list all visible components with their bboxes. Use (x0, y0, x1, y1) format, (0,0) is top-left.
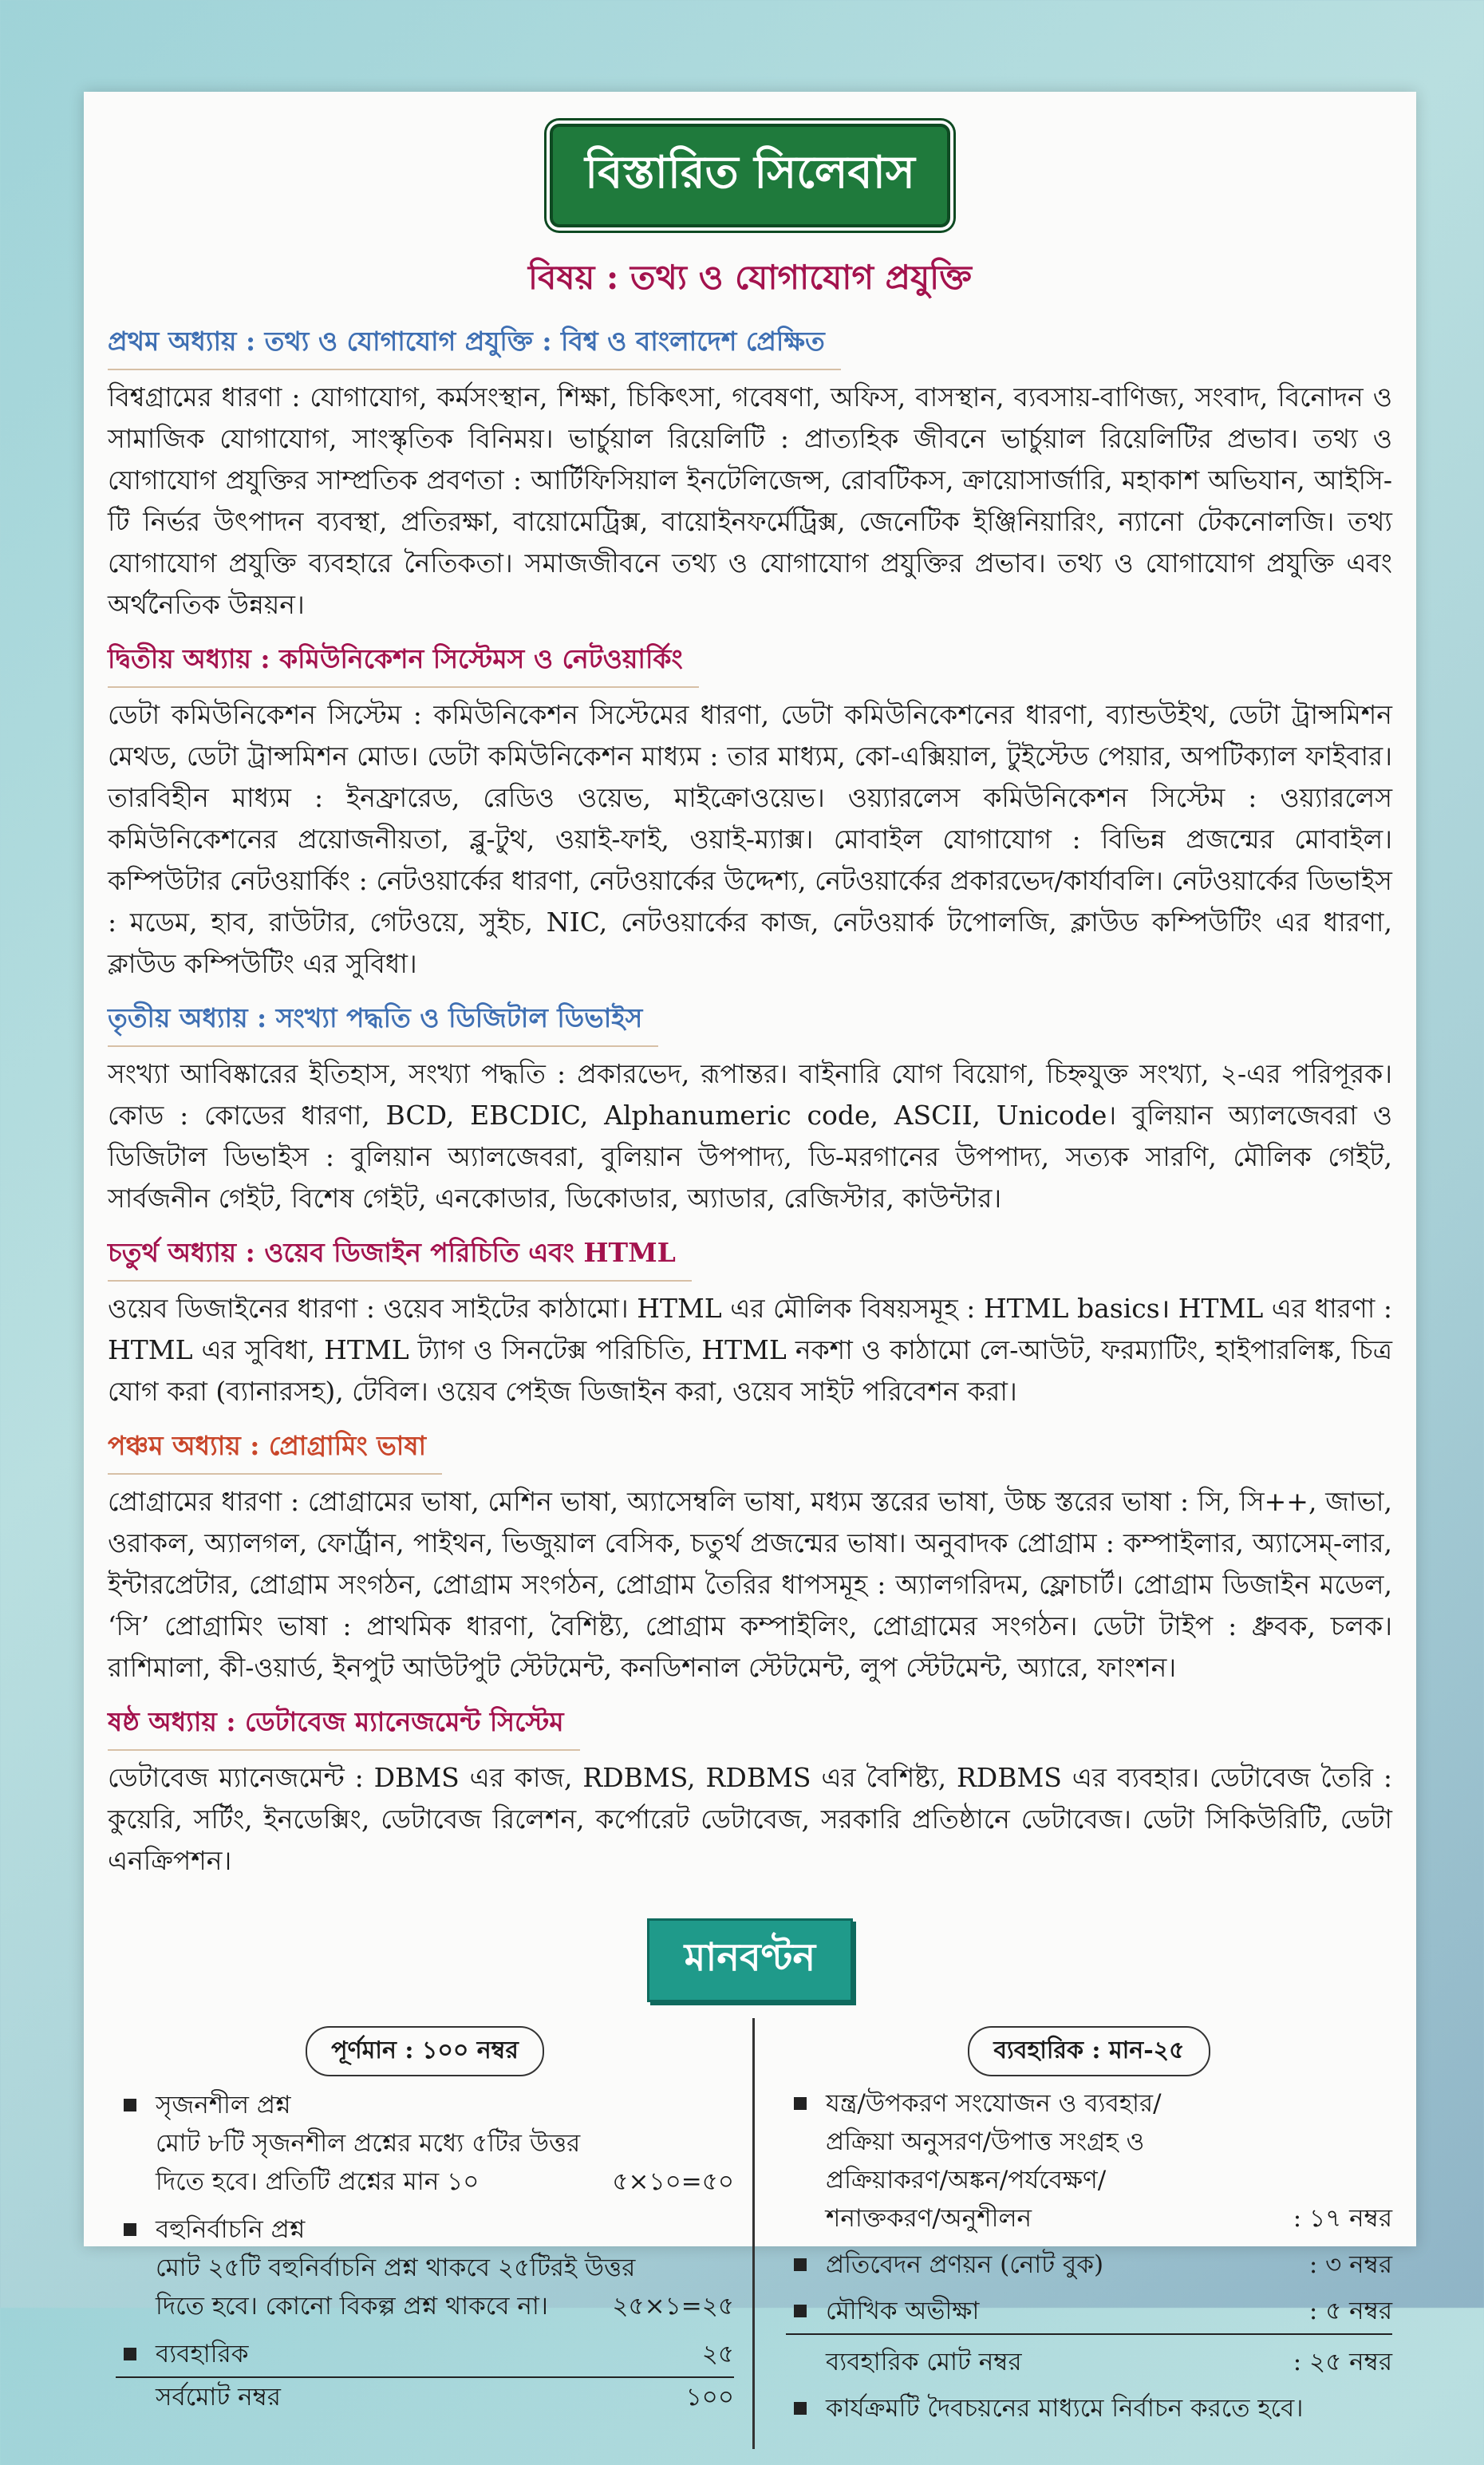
item-row (156, 2287, 734, 2325)
total-label: ব্যবহারিক মোট নম্বর (826, 2348, 1022, 2376)
chapter-body: প্রোগ্রামের ধারণা : প্রোগ্রামের ভাষা, মেশিন ভাষা, অ্যাসেম্বলি ভাষা, মধ্যম স্তরের ভাষা, উচ্চ স্তরের ভাষা : সি, সি++, জাভা, ওরাকল, অ্যালগল, ফোর্ট্রান, পাইথন, ভিজুয়াল বেসিক, চতুর্থ প্রজন্মের ভাষা। অনুবাদক প্রোগ্রাম : কম্পাইলার, অ্যাসেম্-লার, ইন্টারপ্রেটার, প্রোগ্রাম সংগঠন, প্রোগ্রাম সংগঠন, প্রোগ্রাম তৈরির ধাপসমূহ : অ্যালগরিদম, ফ্লোচার্ট। প্রোগ্রাম ডিজাইন মডেল, ‘সি’ প্রোগ্রামিং ভাষা : প্রাথমিক ধারণা, বৈশিষ্ট্য, প্রোগ্রাম কম্পাইলিং, প্রোগ্রামের সংগঠন। ডেটা টাইপ : ধ্রুবক, চলক। রাশিমালা, কী-ওয়ার্ড, ইনপুট আউটপুট স্টেটমেন্ট, কনডিশনাল স্টেটমেন্ট, লুপ স্টেটমেন্ট, অ্যারে, ফাংশন। (108, 1486, 1392, 1683)
practical-marks-pill: ব্যবহারিক : মান-২৫ (968, 2026, 1210, 2076)
total-value: : ২৫ নম্বর (1293, 2348, 1392, 2376)
viva-item (786, 2292, 1392, 2335)
item-line: মোট ৮টি সৃজনশীল প্রশ্নের মধ্যে ৫টির উত্তর (156, 2129, 581, 2158)
item-row (826, 2292, 1392, 2330)
marks-distribution (108, 2018, 1392, 2465)
item-line: মৌখিক অভীক্ষা (826, 2297, 980, 2325)
item-row (826, 2246, 1392, 2284)
chapter-title: চতুর্থ অধ্যায় : ওয়েব ডিজাইন পরিচিতি এবং HTML (108, 1232, 692, 1282)
report-item (786, 2246, 1392, 2284)
item-head: বহুনির্বাচনি প্রশ্ন (156, 2215, 306, 2244)
practical-task-item (786, 2084, 1392, 2238)
page-title: বিস্তারিত সিলেবাস (550, 124, 950, 227)
item-value: : ৫ নম্বর (1308, 2297, 1392, 2325)
item-row (826, 2199, 1392, 2238)
total-label: সর্বমোট নম্বর (156, 2383, 281, 2412)
item-value: ৫×১০=৫০ (612, 2167, 734, 2196)
pill-wrap (786, 2026, 1392, 2076)
page-content (108, 116, 1392, 2465)
chapter-title: তৃতীয় অধ্যায় : সংখ্যা পদ্ধতি ও ডিজিটাল ডিভাইস (108, 997, 658, 1047)
full-marks-pill: পূর্ণমান : ১০০ নম্বর (306, 2026, 544, 2076)
item-line: প্রতিবেদন প্রণয়ন (নোট বুক) (826, 2250, 1104, 2279)
item-line: দিতে হবে। কোনো বিকল্প প্রশ্ন থাকবে না। (156, 2292, 548, 2321)
total-value: ১০০ (685, 2383, 734, 2412)
subject-heading: বিষয় : তথ্য ও যোগাযোগ প্রযুক্তি (528, 258, 972, 297)
item-value: ২৫×১=২৫ (612, 2292, 734, 2321)
item-row (156, 2163, 734, 2201)
chapter-3 (108, 997, 1392, 1219)
chapter-body: সংখ্যা আবিষ্কারের ইতিহাস, সংখ্যা পদ্ধতি : প্রকারভেদ, রূপান্তর। বাইনারি যোগ বিয়োগ, চিহ্নযুক্ত সংখ্যা, ২-এর পরিপূরক। কোড : কোডের ধারণা, BCD, EBCDIC, Alphanumeric code, ASCII, Unicode। বুলিয়ান অ্যালজেবরা ও ডিজিটাল ডিভাইস : বুলিয়ান অ্যালজেবরা, বুলিয়ান উপপাদ্য, ডি-মরগানের উপপাদ্য, সত্যক সারণি, মৌলিক গেইট, সার্বজনীন গেইট, বিশেষ গেইট, এনকোডার, ডিকোডার, অ্যাডার, রেজিস্টার, কাউন্টার। (108, 1058, 1392, 1214)
grand-total-row (116, 2376, 734, 2416)
chapter-body: ডেটা কমিউনিকেশন সিস্টেম : কমিউনিকেশন সিস্টেমের ধারণা, ডেটা কমিউনিকেশনের ধারণা, ব্যান্ডউইথ, ডেটা ট্রান্সমিশন মেথড, ডেটা ট্রান্সমিশন মোড। ডেটা কমিউনিকেশন মাধ্যম : তার মাধ্যম, কো-এক্সিয়াল, টুইস্টেড পেয়ার, অপটিক্যাল ফাইবার। তারবিহীন মাধ্যম : ইনফ্রারেড, রেডিও ওয়েভ, মাইক্রোওয়েভ। ওয়্যারলেস কমিউনিকেশন সিস্টেম : ওয়্যারলেস কমিউনিকেশনের প্রয়োজনীয়তা, ব্লু-টুথ, ওয়াই-ফাই, ওয়াই-ম্যাক্স। মোবাইল যোগাযোগ : বিভিন্ন প্রজন্মের মোবাইল। কম্পিউটার নেটওয়ার্কিং : নেটওয়ার্কের ধারণা, নেটওয়ার্কের উদ্দেশ্য, নেটওয়ার্কের প্রকারভেদ/কার্যাবলি। নেটওয়ার্কের ডিভাইস : মডেম, হাব, রাউটার, গেটওয়ে, সুইচ, NIC, নেটওয়ার্কের কাজ, নেটওয়ার্ক টপোলজি, ক্লাউড কম্পিউটিং এর ধারণা, ক্লাউড কম্পিউটিং এর সুবিধা। (108, 699, 1392, 979)
selection-note: কার্যক্রমটি দৈবচয়নের মাধ্যমে নির্বাচন করতে হবে। (786, 2389, 1392, 2427)
chapter-title: প্রথম অধ্যায় : তথ্য ও যোগাযোগ প্রযুক্তি : বিশ্ব ও বাংলাদেশ প্রেক্ষিত (108, 321, 841, 370)
chapter-6 (108, 1701, 1392, 1882)
item-row (156, 2335, 734, 2373)
theory-marks-column (116, 2026, 734, 2416)
item-head: সৃজনশীল প্রশ্ন (156, 2091, 291, 2119)
practical-item (116, 2335, 734, 2373)
title-wrap (108, 124, 1392, 227)
item-head: ব্যবহারিক (156, 2340, 249, 2368)
chapter-body: ওয়েব ডিজাইনের ধারণা : ওয়েব সাইটের কাঠামো। HTML এর মৌলিক বিষয়সমূহ : HTML basics। HTML এর ধারণা : HTML এর সুবিধা, HTML ট্যাগ ও সিনটেক্স পরিচিতি, HTML নকশা ও কাঠামো লে-আউট, ফরম্যাটিং, হাইপারলিঙ্ক, চিত্র যোগ করা (ব্যানারসহ), টেবিল। ওয়েব পেইজ ডিজাইন করা, ওয়েব সাইট পরিবেশন করা। (108, 1293, 1392, 1407)
chapter-body: ডেটাবেজ ম্যানেজমেন্ট : DBMS এর কাজ, RDBMS, RDBMS এর বৈশিষ্ট্য, RDBMS এর ব্যবহার। ডেটাবেজ তৈরি : কুয়েরি, সর্টিং, ইনডেক্সিং, ডেটাবেজ রিলেশন, কর্পোরেট ডেটাবেজ, সরকারি প্রতিষ্ঠানে ডেটাবেজ। ডেটা সিকিউরিটি, ডেটা এনক্রিপশন। (108, 1762, 1392, 1876)
pill-wrap (116, 2026, 734, 2076)
marks-title: মানবণ্টন (647, 1918, 853, 2002)
item-value: ২৫ (701, 2340, 734, 2368)
item-line: প্রক্রিয়াকরণ/অঙ্কন/পর্যবেক্ষণ/ (826, 2166, 1107, 2194)
chapter-title: দ্বিতীয় অধ্যায় : কমিউনিকেশন সিস্টেমস ও নেটওয়ার্কিং (108, 638, 699, 688)
chapter-2 (108, 638, 1392, 985)
marks-title-wrap (108, 1918, 1392, 2002)
item-line: শনাক্তকরণ/অনুশীলন (826, 2204, 1032, 2233)
chapter-5 (108, 1425, 1392, 1689)
item-value: : ১৭ নম্বর (1293, 2204, 1392, 2233)
practical-total-row (786, 2343, 1392, 2381)
practical-marks-column (786, 2026, 1392, 2427)
item-line: মোট ২৫টি বহুনির্বাচনি প্রশ্ন থাকবে ২৫টিরই উত্তর (156, 2254, 636, 2282)
chapter-4 (108, 1232, 1392, 1412)
column-divider (752, 2018, 755, 2449)
chapter-title: ষষ্ঠ অধ্যায় : ডেটাবেজ ম্যানেজমেন্ট সিস্টেম (108, 1701, 580, 1751)
item-value: : ৩ নম্বর (1308, 2250, 1392, 2279)
creative-question-item (116, 2086, 734, 2201)
chapter-1 (108, 321, 1392, 626)
mcq-item (116, 2210, 734, 2325)
item-line: যন্ত্র/উপকরণ সংযোজন ও ব্যবহার/ (826, 2089, 1162, 2118)
item-line: প্রক্রিয়া অনুসরণ/উপাত্ত সংগ্রহ ও (826, 2127, 1145, 2156)
chapter-title: পঞ্চম অধ্যায় : প্রোগ্রামিং ভাষা (108, 1425, 442, 1475)
item-line: দিতে হবে। প্রতিটি প্রশ্নের মান ১০ (156, 2167, 480, 2196)
syllabus-page (84, 92, 1416, 2423)
chapter-body: বিশ্বগ্রামের ধারণা : যোগাযোগ, কর্মসংস্থান, শিক্ষা, চিকিৎসা, গবেষণা, অফিস, বাসস্থান, ব্যবসায়-বাণিজ্য, সংবাদ, বিনোদন ও সামাজিক যোগাযোগ, সাংস্কৃতিক বিনিময়। ভার্চুয়াল রিয়েলিটি : প্রাত্যহিক জীবনে ভার্চুয়াল রিয়েলিটির প্রভাব। তথ্য ও যোগাযোগ প্রযুক্তির সাম্প্রতিক প্রবণতা : আর্টিফিসিয়াল ইনটেলিজেন্স, রোবটিকস, ক্রায়োসার্জারি, মহাকাশ অভিযান, আইসি-টি নির্ভর উৎপাদন ব্যবস্থা, প্রতিরক্ষা, বায়োমেট্রিক্স, বায়োইনফর্মেট্রিক্স, জেনেটিক ইঞ্জিনিয়ারিং, ন্যানো টেকনোলজি। তথ্য যোগাযোগ প্রযুক্তি ব্যবহারে নৈতিকতা। সমাজজীবনে তথ্য ও যোগাযোগ প্রযুক্তির প্রভাব। তথ্য ও যোগাযোগ প্রযুক্তি এবং অর্থনৈতিক উন্নয়ন। (108, 381, 1392, 620)
